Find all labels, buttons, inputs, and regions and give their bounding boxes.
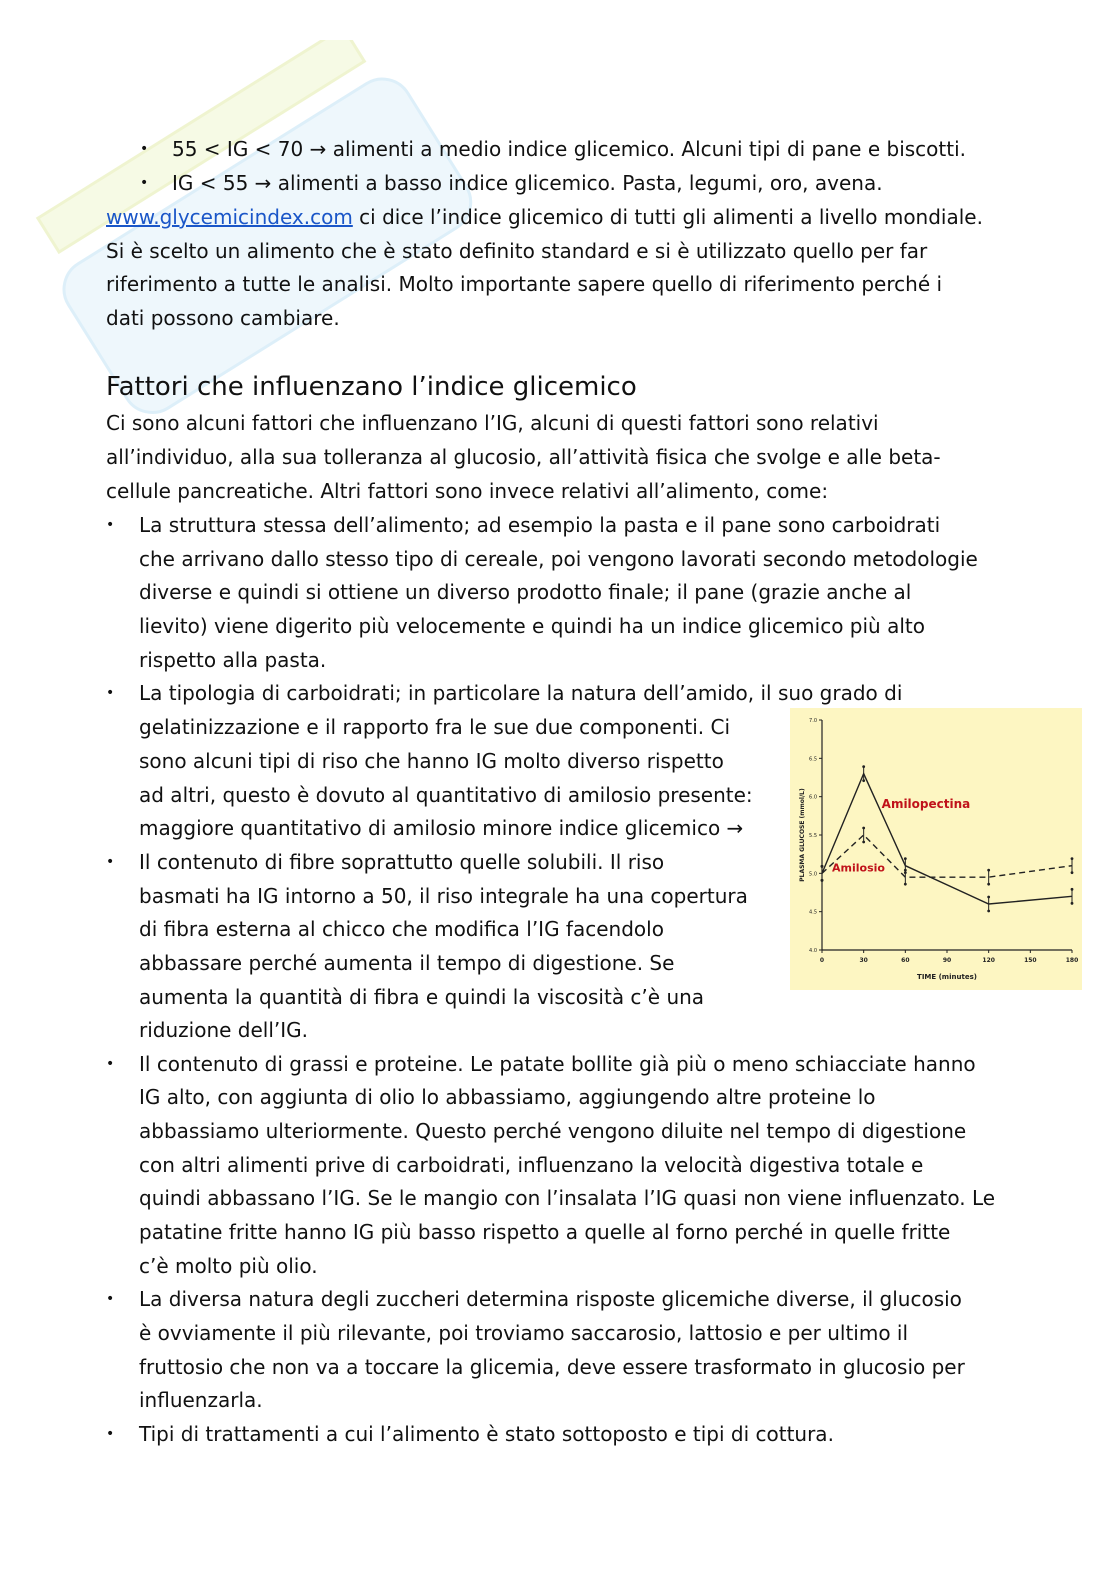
bullet-dot: • — [106, 685, 115, 701]
item-2-line: La tipologia di carboidrati; in particolare la natura dell’amido, il suo grado di — [139, 681, 903, 705]
series-label-amilosio: Amilosio — [832, 861, 885, 875]
item-3-line: di fibra esterna al chicco che modifica l’IG facendolo — [139, 917, 664, 941]
item-1-line: La struttura stessa dell’alimento; ad esempio la pasta e il pane sono carboidrati — [139, 513, 941, 537]
item-1-line: lievito) viene digerito più velocemente e quindi ha un indice glicemico più alto — [139, 614, 925, 638]
bullet-dot: • — [106, 1291, 115, 1307]
error-bar-cap — [987, 883, 990, 886]
section-heading: Fattori che influenzano l’indice glicemico — [106, 372, 637, 402]
item-5-line: è ovviamente il più rilevante, poi troviamo saccarosio, lattosio e per ultimo il — [139, 1321, 909, 1345]
item-2-line: sono alcuni tipi di riso che hanno IG molto diverso rispetto — [139, 749, 724, 773]
item-3-line: Il contenuto di fibre soprattutto quelle solubili. Il riso — [139, 850, 665, 874]
item-3-line: basmati ha IG intorno a 50, il riso integrale ha una copertura — [139, 884, 748, 908]
intro-line: dati possono cambiare. — [106, 306, 340, 330]
item-4-line: quindi abbassano l’IG. Se le mangio con l’insalata l’IG quasi non viene influenzato. Le — [139, 1186, 996, 1210]
y-tick-label: 5.5 — [809, 833, 817, 839]
error-bar-cap — [862, 841, 865, 844]
item-5-line: fruttosio che non va a toccare la glicemia, deve essere trasformato in glucosio per — [139, 1355, 965, 1379]
intro-line-1 — [106, 200, 983, 234]
item-4-line: patatine fritte hanno IG più basso rispetto a quelle al forno perché in quelle fritte — [139, 1220, 951, 1244]
y-axis-label: PLASMA GLUCOSE (mmol/L) — [799, 788, 806, 882]
lead-line: all’individuo, alla sua tolleranza al glucosio, all’attività fisica che svolge e alle beta- — [106, 445, 941, 469]
x-tick-label: 90 — [942, 957, 952, 964]
item-2-line: ad altri, questo è dovuto al quantitativo di amilosio presente: — [139, 783, 753, 807]
item-4-line: con altri alimenti prive di carboidrati, influenzano la velocità digestiva totale e — [139, 1153, 924, 1177]
error-bar-cap — [987, 910, 990, 913]
y-tick-label: 7.0 — [809, 718, 817, 724]
y-tick-label: 5.0 — [809, 871, 817, 878]
x-tick-label: 180 — [1065, 957, 1079, 964]
item-2-line: maggiore quantitativo di amilosio minore indice glicemico → — [139, 816, 744, 840]
error-bar-cap — [1071, 888, 1074, 891]
bullet-top-1: 55 < IG < 70 → alimenti a medio indice glicemico. Alcuni tipi di pane e biscotti. — [172, 137, 967, 161]
item-3-line: abbassare perché aumenta il tempo di digestione. Se — [139, 951, 675, 975]
item-6-line: Tipi di trattamenti a cui l’alimento è stato sottoposto e tipi di cottura. — [139, 1422, 834, 1446]
y-tick-label: 4.5 — [809, 909, 817, 916]
x-tick-label: 0 — [819, 957, 825, 964]
error-bar-cap — [987, 896, 990, 899]
bullet-dot: • — [140, 175, 149, 191]
error-bar-cap — [1071, 871, 1074, 874]
bullet-top-2: IG < 55 → alimenti a basso indice glicemico. Pasta, legumi, oro, avena. — [172, 171, 883, 195]
error-bar-cap — [862, 779, 865, 782]
item-5-line: influenzarla. — [139, 1388, 263, 1412]
item-1-line: rispetto alla pasta. — [139, 648, 327, 672]
item-4-line: IG alto, con aggiunta di olio lo abbassiamo, aggiungendo altre proteine lo — [139, 1085, 876, 1109]
x-axis-label: TIME (minutes) — [917, 973, 977, 981]
error-bar-cap — [1071, 857, 1074, 860]
x-tick-label: 150 — [1024, 957, 1037, 964]
error-bar-cap — [904, 857, 907, 860]
item-4-line: abbassiamo ulteriormente. Questo perché vengono diluite nel tempo di digestione — [139, 1119, 967, 1143]
item-3-line: riduzione dell’IG. — [139, 1018, 309, 1042]
bullet-dot: • — [106, 1426, 115, 1442]
error-bar-cap — [987, 869, 990, 872]
glucose-chart — [790, 708, 1082, 990]
error-bar-cap — [862, 827, 865, 830]
item-2-line: gelatinizzazione e il rapporto fra le sue due componenti. Ci — [139, 715, 731, 739]
y-tick-label: 6.0 — [809, 794, 817, 801]
item-3-line: aumenta la quantità di fibra e quindi la viscosità c’è una — [139, 985, 705, 1009]
bullet-dot: • — [106, 1056, 115, 1072]
item-5-line: La diversa natura degli zuccheri determina risposte glicemiche diverse, il glucosio — [139, 1287, 962, 1311]
lead-line: Ci sono alcuni fattori che influenzano l’IG, alcuni di questi fattori sono relativi — [106, 411, 879, 435]
item-4-line: Il contenuto di grassi e proteine. Le patate bollite già più o meno schiacciate hanno — [139, 1052, 976, 1076]
error-bar-cap — [904, 883, 907, 886]
bullet-dot: • — [106, 517, 115, 533]
series-label-amilopectina: Amilopectina — [881, 797, 971, 812]
error-bar-cap — [862, 765, 865, 768]
error-bar-cap — [821, 865, 824, 868]
bullet-dot: • — [140, 141, 149, 157]
glycemicindex-link[interactable]: www.glycemicindex.com — [106, 205, 353, 229]
error-bar-cap — [904, 869, 907, 872]
bullet-dot: • — [106, 854, 115, 870]
glucose-chart-svg — [790, 708, 1082, 990]
error-bar-cap — [821, 879, 824, 882]
y-tick-label: 4.0 — [809, 948, 817, 954]
lead-line: cellule pancreatiche. Altri fattori sono invece relativi all’alimento, come: — [106, 479, 829, 503]
intro-line: Si è scelto un alimento che è stato definito standard e si è utilizzato quello per far — [106, 239, 928, 263]
error-bar-cap — [1071, 902, 1074, 905]
x-tick-label: 120 — [982, 957, 995, 964]
intro-after-link: ci dice l’indice glicemico di tutti gli alimenti a livello mondiale. — [352, 205, 983, 229]
item-1-line: che arrivano dallo stesso tipo di cereale, poi vengono lavorati secondo metodologie — [139, 547, 978, 571]
item-1-line: diverse e quindi si ottiene un diverso prodotto finale; il pane (grazie anche al — [139, 580, 912, 604]
intro-line: riferimento a tutte le analisi. Molto importante sapere quello di riferimento perché i — [106, 272, 943, 296]
x-tick-label: 60 — [901, 957, 910, 964]
item-4-line: c’è molto più olio. — [139, 1254, 318, 1278]
y-tick-label: 6.5 — [809, 756, 817, 763]
x-tick-label: 30 — [859, 957, 868, 964]
